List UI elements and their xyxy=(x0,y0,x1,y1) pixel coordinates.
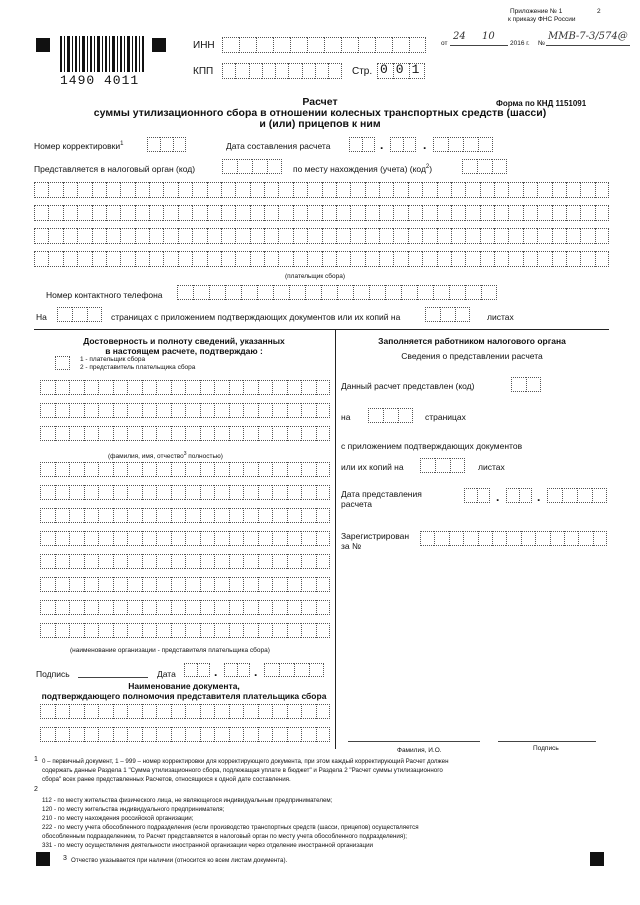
date-separator: . xyxy=(537,490,541,504)
date-separator: . xyxy=(214,665,218,679)
authority-document-grid[interactable] xyxy=(40,704,330,746)
appendix-line1: Приложение № 1 xyxy=(510,8,563,15)
right-sheets-label: листах xyxy=(478,462,505,472)
sheets-label: листах xyxy=(487,312,514,322)
corner-marker-top-mid xyxy=(152,38,166,52)
kpp-label: КПП xyxy=(193,66,214,77)
appendix-day: 24 xyxy=(453,31,466,42)
appendix-num-label: № xyxy=(538,40,545,47)
phone-label: Номер контактного телефона xyxy=(46,290,163,300)
on-label: На xyxy=(36,312,47,322)
appendix-year: 2016 г. xyxy=(510,40,530,47)
footnote-2-line2: 120 - по месту жительства индивидуального предпринимателя; xyxy=(42,806,225,813)
grid-row[interactable] xyxy=(40,727,330,742)
grid-row[interactable] xyxy=(34,251,609,267)
left-sign-label: Подпись xyxy=(36,669,70,679)
footnote-2-line3: 210 - по месту нахождения российской организации; xyxy=(42,815,194,822)
footnote-2-line5: обособленным подразделением, то Расчет представляется в налоговый орган по месту учета обособленного подразделения); xyxy=(42,833,407,840)
fio-caption: (фамилия, имя, отчество$^3$ полностью) xyxy=(108,451,223,461)
presentation-date-day[interactable] xyxy=(464,488,490,503)
presented-code-label: Данный расчет представлен (код) xyxy=(341,381,475,391)
title-line1: Расчет xyxy=(302,96,338,108)
right-pages-field[interactable] xyxy=(368,408,413,423)
grid-row[interactable] xyxy=(40,403,330,418)
official-fio-line xyxy=(348,741,480,742)
with-docs-label: с приложением подтверждающих документов xyxy=(341,441,523,451)
option-payer: 1 - плательщик сбора xyxy=(80,356,146,363)
grid-row[interactable] xyxy=(40,531,330,546)
official-sign-line xyxy=(498,741,596,742)
page-label: Стр. xyxy=(352,66,373,77)
date-compiled-month[interactable] xyxy=(390,137,416,152)
grid-row[interactable] xyxy=(40,508,330,523)
corner-marker-bottom-left xyxy=(36,852,50,866)
title-line2: суммы утилизационного сбора в отношении колесных транспортных средств (шасси) xyxy=(93,107,547,119)
location-code-field[interactable] xyxy=(462,159,507,174)
left-sign-line xyxy=(78,677,148,678)
payer-name-grid[interactable] xyxy=(34,182,609,272)
footnote-1-line3: сбора" всех ранее представленных Расчетов, относящихся к одной дате составления. xyxy=(42,776,291,783)
official-fio-label: Фамилия, И.О. xyxy=(397,747,442,754)
grid-row[interactable] xyxy=(34,205,609,221)
registered-label1: Зарегистрирован xyxy=(341,531,410,541)
left-date-year[interactable] xyxy=(264,663,324,677)
date-compiled-day[interactable] xyxy=(349,137,375,152)
appendix-line2: к приказу ФНС России xyxy=(508,16,576,23)
tax-authority-code-field[interactable] xyxy=(222,159,282,174)
presented-code-field[interactable] xyxy=(511,377,541,392)
right-sheets-field[interactable] xyxy=(420,458,465,473)
grid-row[interactable] xyxy=(40,623,330,638)
official-sign-label: Подпись xyxy=(533,745,559,752)
presentation-date-label2: расчета xyxy=(341,499,373,509)
grid-row[interactable] xyxy=(40,577,330,592)
confirmer-type-field[interactable] xyxy=(55,356,70,370)
page-number-value: 001 xyxy=(380,62,428,77)
left-date-day[interactable] xyxy=(184,663,210,677)
payer-caption: (плательщик сбора) xyxy=(285,273,346,280)
footnote-2-line6: 331 - по месту осуществления деятельности иностранной организации через отделение иностранной организации xyxy=(42,842,373,849)
fio-grid[interactable] xyxy=(40,380,330,448)
inn-label: ИНН xyxy=(193,40,215,51)
grid-row[interactable] xyxy=(40,380,330,395)
presentation-date-label1: Дата представления xyxy=(341,489,422,499)
date-separator: . xyxy=(496,490,500,504)
option-representative: 2 - представитель плательщика сбора xyxy=(80,364,196,371)
phone-field[interactable] xyxy=(177,285,497,300)
column-divider xyxy=(335,329,336,749)
date-compiled-label: Дата составления расчета xyxy=(226,141,331,151)
form-code: Форма по КНД 1151091 xyxy=(496,99,587,108)
pages-count-field[interactable] xyxy=(57,307,102,322)
right-on-label: на xyxy=(341,412,351,422)
footnote-1-line1: 0 – первичный документ, 1 – 999 – номер корректировки для корректирующего документа, при этом каждый корректирующий Расчет должен xyxy=(42,758,449,765)
footnote-3-number: 3 xyxy=(63,855,67,862)
appendix-month: 10 xyxy=(482,31,495,42)
footnote-1-number: 1 xyxy=(34,756,38,763)
appendix-number-underline xyxy=(546,45,630,46)
representative-org-grid[interactable] xyxy=(40,462,330,644)
footnote-1-line2: содержать данные Раздела 1 "Сумма утилизационного сбора, подлежащая уплате в бюджет" и Раздела 2 "Расчет суммы утилизационного xyxy=(42,767,443,774)
date-separator: . xyxy=(254,665,258,679)
date-separator: . xyxy=(423,138,427,152)
org-caption: (наименование организации - представителя плательщика сбора) xyxy=(70,647,270,654)
appendix-from: от xyxy=(441,40,448,47)
appendix-order-number: ММВ-7-3/574@ xyxy=(548,31,628,42)
right-heading: Заполняется работником налогового органа xyxy=(378,336,566,346)
date-separator: . xyxy=(380,138,384,152)
left-date-label: Дата xyxy=(157,669,176,679)
appendix-page-mark: 2 xyxy=(597,8,601,15)
correction-label: Номер корректировки$^1$ xyxy=(34,141,124,151)
barcode xyxy=(60,36,144,72)
grid-row[interactable] xyxy=(40,485,330,500)
right-pages-label: страницах xyxy=(425,412,466,422)
correction-number-field[interactable] xyxy=(147,137,186,152)
grid-row[interactable] xyxy=(40,426,330,441)
grid-row[interactable] xyxy=(34,182,609,198)
kpp-field[interactable] xyxy=(222,63,342,79)
tax-authority-label: Представляется в налоговый орган (код) xyxy=(34,164,196,174)
grid-row[interactable] xyxy=(40,704,330,719)
footnote-2-line1: 112 - по месту жительства физического лица, не являющегося индивидуальным предпринимателем; xyxy=(42,797,333,804)
presentation-date-year[interactable] xyxy=(547,488,607,503)
grid-row[interactable] xyxy=(40,554,330,569)
left-date-month[interactable] xyxy=(224,663,250,677)
title-line3: и (или) прицепов к ним xyxy=(259,118,381,130)
presentation-date-month[interactable] xyxy=(506,488,532,503)
corner-marker-bottom-right xyxy=(590,852,604,866)
barcode-number: 1490 4011 xyxy=(60,73,140,88)
left-heading2: в настоящем расчете, подтверждаю : xyxy=(105,346,263,356)
inn-field[interactable] xyxy=(222,37,426,53)
footnote-2-line4: 222 - по месту учета обособленного подразделения (если производство транспортных средств (шасси, прицепов) осуществляется xyxy=(42,824,419,831)
footnote-3-line1: Отчество указывается при наличии (относится ко всем листам документа). xyxy=(71,857,288,864)
registered-label2: за № xyxy=(341,541,362,551)
location-code-label: по месту нахождения (учета) (код$^2$) xyxy=(293,164,433,174)
grid-row[interactable] xyxy=(34,228,609,244)
footnote-2-number: 2 xyxy=(34,786,38,793)
appendix-date-underline xyxy=(450,45,508,46)
right-subheading: Сведения о представлении расчета xyxy=(401,351,543,361)
left-heading1: Достоверность и полноту сведений, указанных xyxy=(83,336,285,346)
doc-name-line2: подтверждающего полномочия представителя плательщика сбора xyxy=(41,691,327,701)
pages-text: страницах с приложением подтверждающих документов или их копий на xyxy=(111,312,401,322)
registration-number-field[interactable] xyxy=(420,531,607,546)
corner-marker-top-left xyxy=(36,38,50,52)
section-divider xyxy=(34,329,609,330)
grid-row[interactable] xyxy=(40,462,330,477)
copies-on-label: или их копий на xyxy=(341,462,404,472)
sheets-count-field[interactable] xyxy=(425,307,470,322)
date-compiled-year[interactable] xyxy=(433,137,493,152)
grid-row[interactable] xyxy=(40,600,330,615)
doc-name-line1: Наименование документа, xyxy=(128,681,240,691)
